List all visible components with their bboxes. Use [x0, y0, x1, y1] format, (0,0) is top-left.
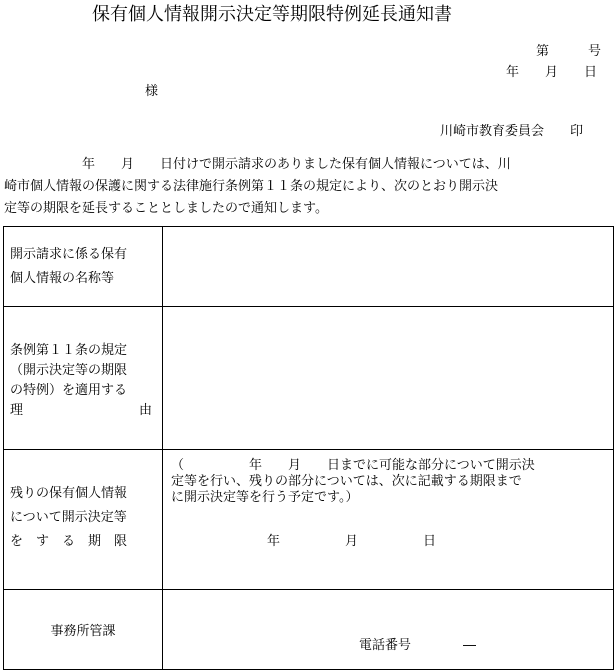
label-reason-char: 由 — [138, 403, 152, 418]
document-number: 第 号 — [536, 44, 602, 59]
value-information-name[interactable] — [163, 227, 614, 307]
notice-table — [3, 226, 614, 670]
document-date: 年 月 日 — [506, 65, 598, 80]
label-line: を す る 期 限 — [10, 534, 128, 549]
label-department — [4, 590, 163, 670]
table-row-department — [4, 590, 614, 670]
table-row-reason — [4, 307, 614, 450]
document-title: 保有個人情報開示決定等期限特例延長通知書 — [92, 4, 452, 25]
table-row-information-name — [4, 227, 614, 307]
table-row-deadline — [4, 450, 614, 590]
deadline-note-line: （ 年 月 日までに可能な部分について開示決 — [171, 458, 535, 473]
label-line: （開示決定等の期限 — [10, 363, 128, 378]
phone-number-label: 電話番号 ― — [359, 638, 477, 653]
label-line: について開示決定等 — [10, 510, 127, 525]
deadline-note-line: 定等を行い、残りの部分については、次に記載する期限まで — [171, 474, 522, 489]
body-line: 定等の期限を延長することとしましたので通知します。 — [4, 201, 328, 216]
recipient-suffix: 様 — [145, 84, 159, 99]
body-line: 崎市個人情報の保護に関する法律施行条例第１１条の規定により、次のとおり開示決 — [4, 179, 499, 194]
value-deadline[interactable] — [163, 450, 614, 590]
deadline-date: 年 月 日 — [267, 534, 437, 549]
label-line: 個人情報の名称等 — [10, 271, 115, 286]
label-line: 事務所管課 — [50, 624, 116, 639]
issuer-name: 川崎市教育委員会 印 — [440, 124, 584, 139]
value-reason[interactable] — [163, 307, 614, 450]
notice-body — [4, 154, 614, 220]
value-department[interactable] — [163, 590, 614, 670]
label-reason — [4, 307, 163, 450]
label-line: 残りの保有個人情報 — [10, 486, 128, 501]
body-line: 年 月 日付けで開示請求のありました保有個人情報については、川 — [4, 157, 511, 172]
label-deadline — [4, 450, 163, 590]
label-information-name — [4, 227, 163, 307]
label-reason-char: 理 — [10, 403, 24, 418]
label-line: の特例）を適用する — [10, 383, 128, 398]
deadline-note-line: に開示決定等を行う予定です。） — [171, 490, 359, 505]
label-line: 条例第１１条の規定 — [10, 343, 128, 358]
label-line: 開示請求に係る保有 — [10, 247, 128, 262]
